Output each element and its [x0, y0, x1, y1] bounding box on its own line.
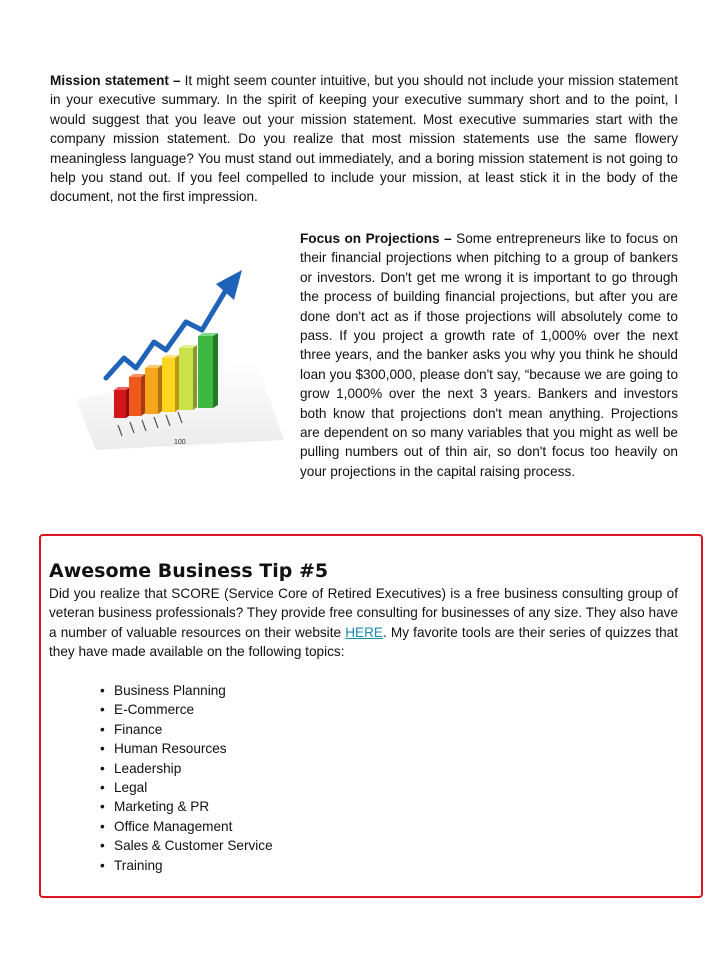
chart-bar-1 — [114, 387, 130, 418]
chart-bar-2 — [129, 374, 145, 416]
mission-heading: Mission statement – — [50, 73, 181, 88]
list-item: • Sales & Customer Service — [100, 836, 273, 855]
growth-chart-icon — [56, 250, 286, 450]
chart-bar-6 — [198, 333, 218, 408]
tip-title: Awesome Business Tip #5 — [49, 560, 329, 582]
quiz-topics-list — [100, 681, 273, 875]
tip-text-before: Did you realize that SCORE (Service Core of Retired Executives) is a free business consulting group of veteran business professionals? They provide free consulting for businesses of any size. They also have a number of valuable resources on their website — [49, 586, 678, 640]
projections-heading: Focus on Projections – — [300, 231, 452, 246]
list-item: • Training — [100, 856, 273, 875]
list-item: • Finance — [100, 720, 273, 739]
projections-paragraph — [300, 229, 678, 481]
list-item: • Human Resources — [100, 739, 273, 758]
chart-axis-label: 100 — [174, 439, 186, 446]
projections-text: Some entrepreneurs like to focus on their financial projections when pitching to a group of bankers or investors. Don't get me wrong it is important to go through the process of building financial projections, but after you are done don't act as if those projections will absolutely come to pass. If you project a growth rate of 1,000% over the next three years, and the banker asks you why you think he should loan you $300,000, please don't say, “because we are going to grow 1,000% over the next 3 years. Bankers and investors both know that projections don't mean anything. Projections are dependent on so many variables that you might as well be pulling numbers out of thin air, so don't focus too heavily on your projections in the capital raising process. — [300, 231, 678, 479]
list-item: • Leadership — [100, 759, 273, 778]
list-item: • Business Planning — [100, 681, 273, 700]
chart-bar-5 — [179, 345, 197, 410]
list-item: • Marketing & PR — [100, 797, 273, 816]
tip-paragraph — [49, 584, 678, 662]
chart-bar-4 — [162, 355, 179, 412]
list-item: • Legal — [100, 778, 273, 797]
tip-text-after: . My favorite tools are their series of quizzes that they have made available on the following topics: — [49, 624, 679, 660]
mission-paragraph — [50, 71, 678, 207]
mission-text: It might seem counter intuitive, but you should not include your mission statement in your executive summary. In the spirit of keeping your executive summary short and to the point, I would suggest that you leave out your mission statement. Most executive summaries start with the company mission statement. Do you realize that most mission statements use the same flowery meaningless language? You must stand out immediately, and a boring mission statement is not going to help you stand out. If you feel compelled to include your mission, at least stick it in the body of the document, not the first impression. — [50, 73, 679, 205]
chart-bar-3 — [145, 365, 162, 414]
score-website-link[interactable]: HERE — [345, 624, 383, 640]
list-item: • Office Management — [100, 817, 273, 836]
list-item: • E-Commerce — [100, 700, 273, 719]
